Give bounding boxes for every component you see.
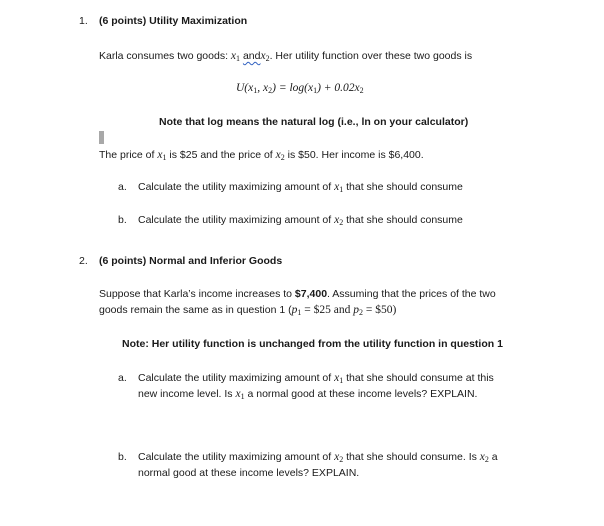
q2-part-a-line2: new income level. Is $x_1$ a normal good at these income levels? EXPLAIN. [138, 388, 478, 401]
q1-intro-x2: $x_2$ [260, 50, 270, 63]
q1-utility-formula: $U(x_1$, $x_2) = \log(x_1) + 0.02x_2$ [236, 82, 364, 95]
q1-part-b-label: b. [118, 214, 127, 226]
q2-heading: (6 points) Normal and Inferior Goods [99, 255, 283, 267]
q1-part-b: Calculate the utility maximizing amount of $x_2$ that she should consume [138, 214, 463, 227]
q2-note: Note: Her utility function is unchanged from the utility function in question 1 [122, 338, 503, 350]
q1-intro-x1: $x_1$ [230, 50, 241, 63]
q1-note: Note that log means the natural log (i.e., ln on your calculator) [159, 116, 469, 128]
q1-intro-and: and [242, 50, 261, 62]
q2-paragraph-line1: Suppose that Karla’s income increases to $7,400. Assuming that the prices of the two [99, 288, 496, 300]
q1-prices: The price of $x_1$ is $25 and the price of $x_2$ is $50. Her income is $6,400. [99, 149, 424, 162]
text-cursor-marker [99, 131, 104, 144]
q1-number: 1. [79, 15, 88, 27]
q1-part-a: Calculate the utility maximizing amount of $x_1$ that she should consume [138, 181, 463, 194]
q2-part-b-line1: Calculate the utility maximizing amount of $x_2$ that she should consume. Is $x_2$ a [138, 451, 498, 464]
q2-part-b-line2: normal good at these income levels? EXPLAIN. [138, 467, 360, 479]
q2-part-a-label: a. [118, 372, 127, 384]
q1-heading: (6 points) Utility Maximization [99, 15, 248, 27]
q2-number: 2. [79, 255, 88, 267]
q2-part-b-label: b. [118, 451, 127, 463]
q1-intro-text: Karla consumes two goods: [99, 50, 231, 62]
q2-paragraph-line2: goods remain the same as in question 1 ($p_1$ = $25 and $p_2$ = $50) [99, 304, 397, 317]
q1-intro-tail: . Her utility function over these two goods is [269, 50, 473, 62]
q1-part-a-label: a. [118, 181, 127, 193]
q2-part-a-line1: Calculate the utility maximizing amount of $x_1$ that she should consume at this [138, 372, 494, 385]
q1-intro [99, 50, 472, 63]
